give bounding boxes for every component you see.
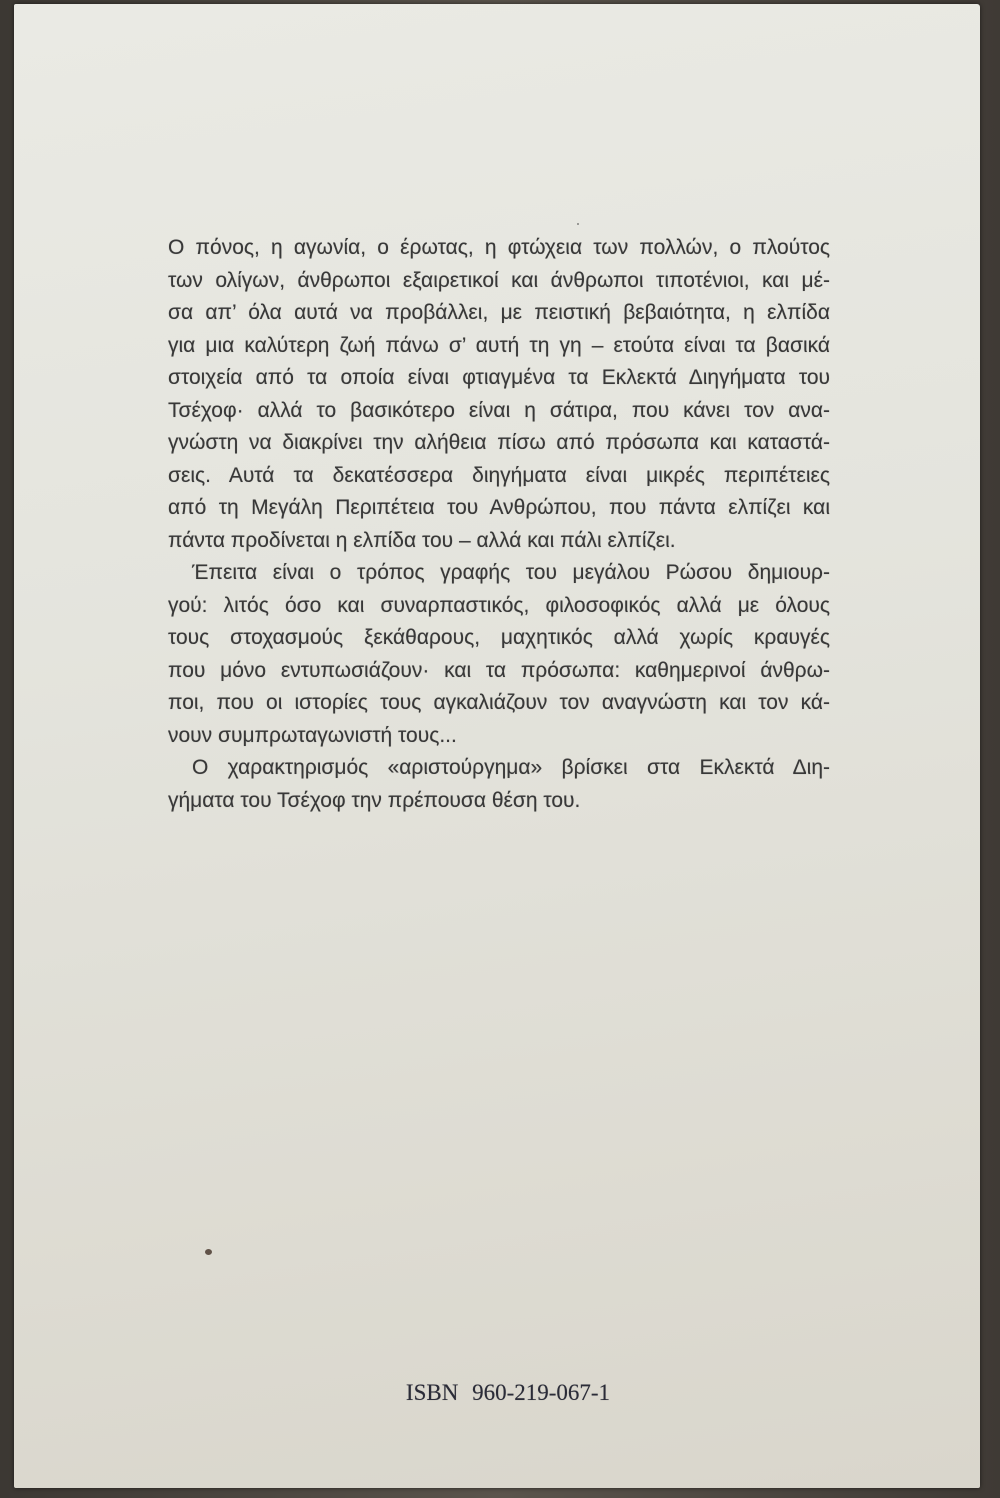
text-line: Ο χαρακτηρισμός «αριστούργημα» βρίσκει στα Εκλεκτά Διη- [192, 756, 830, 779]
text-line: ποι, που οι ιστορίες τους αγκαλιάζουν τον αναγνώστη και τον κά- [168, 691, 830, 714]
text-line: γήματα του Τσέχοφ την πρέπουσα θέση του. [168, 788, 581, 812]
text-line: γού: λιτός όσο και συναρπαστικός, φιλοσοφικός αλλά με όλους [168, 593, 830, 617]
book-back-cover [14, 4, 980, 1488]
text-line: στοιχεία από τα οποία είναι φτιαγμένα τα Εκλεκτά Διηγήματα του [168, 366, 830, 389]
text-line: Έπειτα είναι ο τρόπος γραφής του μεγάλου Ρώσου δημιουρ- [192, 561, 830, 584]
blurb-text [168, 232, 830, 817]
text-line: από τη Μεγάλη Περιπέτεια του Ανθρώπου, που πάντα ελπίζει και [168, 496, 830, 519]
text-line: γνώστη να διακρίνει την αλήθεια πίσω από πρόσωπα και καταστά- [168, 431, 830, 454]
text-line: Ο πόνος, η αγωνία, ο έρωτας, η φτώχεια των πολλών, ο πλούτος [168, 236, 830, 259]
text-line: που μόνο εντυπωσιάζουν· και τα πρόσωπα: καθημερινοί άνθρω- [168, 658, 830, 682]
paragraph-1 [168, 232, 830, 557]
text-line: Τσέχοφ· αλλά το βασικότερο είναι η σάτιρα, που κάνει τον ανα- [168, 398, 830, 422]
text-line: των ολίγων, άνθρωποι εξαιρετικοί και άνθρωποι τιποτένιοι, και μέ- [168, 268, 830, 292]
isbn-number: ISBN 960-219-067-1 [405, 1380, 611, 1405]
text-line: πάντα προδίνεται η ελπίδα του – αλλά και πάλι ελπίζει. [168, 528, 676, 552]
text-line: σεις. Αυτά τα δεκατέσσερα διηγήματα είναι μικρές περιπέτειες [168, 463, 830, 487]
paragraph-3 [168, 752, 830, 817]
text-line: για μια καλύτερη ζωή πάνω σ’ αυτή τη γη – ετούτα είναι τα βασικά [168, 333, 830, 357]
ink-dot [577, 223, 579, 225]
text-line: τους στοχασμούς ξεκάθαρους, μαχητικός αλλά χωρίς κραυγές [168, 626, 830, 649]
text-line: νουν συμπρωταγωνιστή τους... [168, 723, 457, 747]
stain-mark [205, 1249, 212, 1255]
text-line: σα απ’ όλα αυτά να προβάλλει, με πειστική βεβαιότητα, η ελπίδα [168, 301, 830, 324]
paragraph-2 [168, 557, 830, 752]
